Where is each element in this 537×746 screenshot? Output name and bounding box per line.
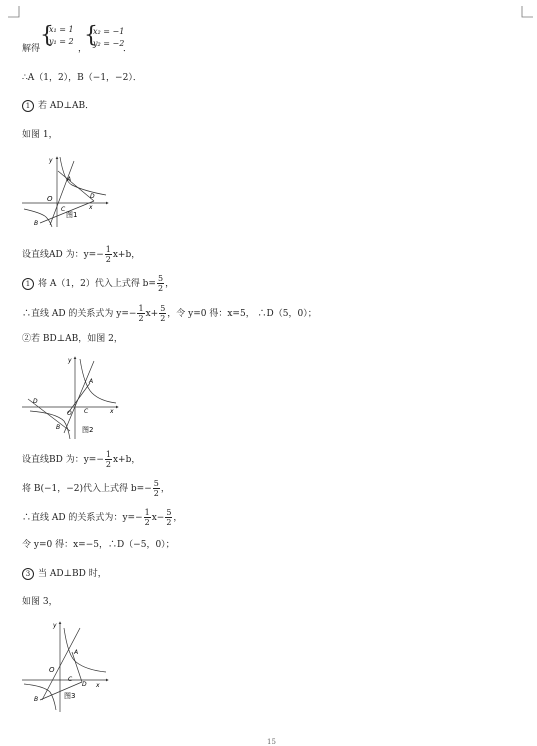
corner-mark-top-left bbox=[8, 6, 20, 18]
corner-mark-top-right bbox=[521, 6, 533, 18]
fraction: $\frac{5}{2}$ bbox=[153, 479, 159, 498]
label-A: A bbox=[74, 649, 79, 656]
hyperbola-lower bbox=[24, 684, 56, 710]
label-x: x bbox=[96, 682, 100, 689]
label-D: D bbox=[82, 681, 87, 688]
figure-3-intro: 如图 3， bbox=[22, 597, 58, 607]
system-1-row-1: x₁ = 1 bbox=[49, 25, 74, 34]
fraction: $\frac{1}{2}$ bbox=[144, 508, 150, 527]
label-A: A bbox=[89, 378, 94, 385]
line-ab bbox=[42, 628, 80, 700]
line-bd bbox=[40, 682, 82, 700]
brace-2: { bbox=[84, 23, 98, 48]
fraction: $\frac{5}{2}$ bbox=[157, 274, 164, 293]
line-ad bbox=[58, 171, 94, 201]
label-y: y bbox=[68, 357, 72, 364]
hyperbola-lower bbox=[30, 411, 70, 439]
case-1-equation: ∴直线 AD 的关系式为 y=− $\frac{1}{2}$ x+ $\frac{5}{2}$ ，令 y=0 得：x=5， ∴D（5，0）； bbox=[22, 304, 317, 323]
case-1-heading: 1 若 AD⊥AB． bbox=[22, 100, 94, 112]
label-O: O bbox=[49, 666, 55, 674]
label-y: y bbox=[49, 157, 53, 164]
circled-number: 3 bbox=[22, 568, 34, 580]
line-bd-definition: 设直线BD 为：y=− $\frac{1}{2}$ x+b， bbox=[22, 450, 141, 469]
case-2-heading: ②若 BD⊥AB，如图 2， bbox=[22, 334, 123, 344]
label-x: x bbox=[89, 204, 93, 211]
caption: 图3 bbox=[64, 692, 76, 700]
case-2-d-value: 令 y=0 得：x=−5，∴D（−5，0）； bbox=[22, 540, 175, 550]
system-2-row-2: y₂ = −2 bbox=[93, 39, 125, 48]
line-ad-definition: 设直线AD 为：y=− $\frac{1}{2}$ x+b， bbox=[22, 245, 141, 264]
circled-number: 1 bbox=[22, 278, 34, 290]
case-3-heading: 3 当 AD⊥BD 时， bbox=[22, 568, 107, 580]
fraction: $\frac{1}{2}$ bbox=[105, 245, 111, 264]
fraction: $\frac{1}{2}$ bbox=[105, 450, 111, 469]
circled-number: 1 bbox=[22, 100, 34, 112]
case-2-equation: ∴直线 AD 的关系式为：y=− $\frac{1}{2}$ x− $\frac{5}{2}$ ， bbox=[22, 508, 183, 527]
label-y: y bbox=[53, 622, 57, 629]
hyperbola-upper bbox=[64, 628, 106, 672]
system-1 bbox=[49, 24, 74, 48]
fraction: $\frac{1}{2}$ bbox=[138, 304, 144, 323]
label-O: O bbox=[67, 410, 72, 417]
case-1-substitute: 1 将 A（1，2）代入上式得 b= $\frac{5}{2}$ ， bbox=[22, 274, 174, 293]
label-B: B bbox=[34, 220, 39, 227]
caption: 图2 bbox=[82, 426, 94, 434]
solve-label: 解得 bbox=[22, 44, 41, 54]
label-x: x bbox=[110, 408, 114, 415]
caption: 图1 bbox=[66, 211, 78, 219]
system-2 bbox=[93, 26, 124, 50]
label-A: A bbox=[67, 176, 72, 183]
figure-3 bbox=[22, 620, 110, 712]
label-B: B bbox=[34, 696, 39, 703]
system-1-row-2: y₁ = 2 bbox=[49, 37, 74, 46]
figure-1-intro: 如图 1， bbox=[22, 130, 58, 140]
label-D: D bbox=[90, 193, 95, 200]
label-C: C bbox=[61, 206, 66, 213]
system-separator: ， bbox=[78, 44, 88, 54]
brace-1: { bbox=[40, 23, 54, 48]
fraction: $\frac{5}{2}$ bbox=[160, 304, 166, 323]
label-D: D bbox=[33, 398, 38, 405]
page-number: 15 bbox=[267, 738, 276, 746]
label-B: B bbox=[56, 424, 61, 431]
case-2-substitute: 将 B(−1，−2)代入上式得 b=− $\frac{5}{2}$ ， bbox=[22, 479, 170, 498]
fraction: $\frac{5}{2}$ bbox=[166, 508, 172, 527]
label-C: C bbox=[84, 408, 89, 415]
label-O: O bbox=[47, 195, 53, 203]
line-ab bbox=[64, 361, 94, 433]
line-ad bbox=[72, 652, 82, 682]
label-C: C bbox=[68, 676, 73, 683]
system-end: ． bbox=[123, 44, 133, 54]
points-line: ∴A（1，2），B（−1，−2）． bbox=[22, 73, 142, 83]
figure-1 bbox=[22, 155, 110, 227]
figure-2 bbox=[22, 355, 120, 439]
system-2-row-1: x₂ = −1 bbox=[93, 27, 125, 36]
